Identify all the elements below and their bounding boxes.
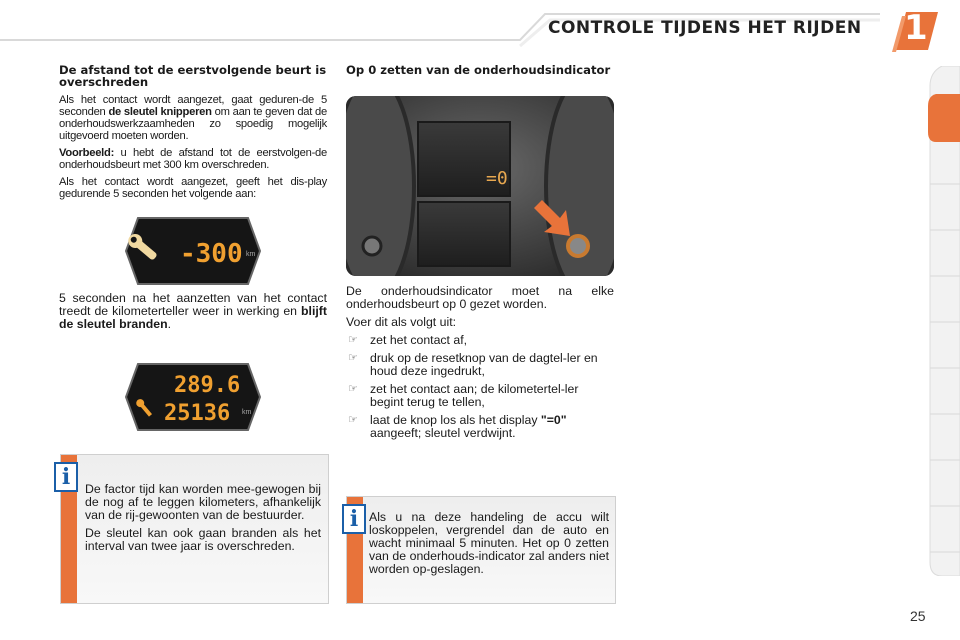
active-chapter-tab: [928, 94, 960, 142]
page-title: CONTROLE TIJDENS HET RIJDEN: [548, 18, 862, 38]
pointing-hand-icon: ☞: [348, 352, 358, 364]
example-paragraph: Voorbeeld: u hebt de afstand tot de eerstvolgen-de onderhoudsbeurt met 300 km overschreden.: [59, 147, 327, 171]
info-icon: i: [342, 504, 366, 534]
instrument-cluster-photo: [346, 96, 614, 276]
reset-intro-paragraph: De onderhoudsindicator moet na elke onderhoudsbeurt op 0 gezet worden.: [346, 284, 614, 311]
list-item: ☞ laat de knop los als het display "=0" aangeeft; sleutel verdwijnt.: [348, 413, 567, 440]
total-km-value: 25136: [164, 401, 231, 426]
info-box-text: Als u na deze handeling de accu wilt loskoppelen, vergrendel dan de auto en wacht minimaal 5 minuten. Het op 0 zetten van de onderhouds-indicator zal anders niet worden op-geslagen.: [369, 510, 609, 576]
info-box-time-factor: [60, 454, 329, 604]
display-intro-paragraph: Als het contact wordt aangezet, geeft het dis-play gedurende 5 seconden het volgende aan:: [59, 176, 327, 200]
list-item: ☞ zet het contact aan; de kilometertel-ler begint terug te tellen,: [348, 382, 579, 409]
overdue-unit: km: [246, 251, 256, 258]
pointing-hand-icon: ☞: [348, 334, 358, 346]
total-km-unit: km: [242, 409, 252, 416]
chapter-tabs: [926, 66, 960, 576]
overdue-paragraph: Als het contact wordt aangezet, gaat geduren-de 5 seconden de sleutel knipperen om aan te geven dat de onderhoudswerkzaamheden zo spoedig mogelijk uitgevoerd moeten worden.: [59, 94, 327, 142]
overdue-value: -300: [180, 239, 243, 269]
info-box-battery: [346, 496, 616, 604]
info-icon: i: [54, 462, 78, 492]
reset-steps-list: [346, 334, 614, 440]
photo-display-value: =0: [486, 168, 508, 189]
page-number: 25: [910, 608, 926, 624]
list-item: ☞ druk op de resetknop van de dagtel-ler en houd deze ingedrukt,: [348, 351, 598, 378]
pointing-hand-icon: ☞: [348, 383, 358, 395]
odometer-display-overdue: [124, 216, 262, 286]
odometer-display-normal: [124, 362, 262, 432]
right-column-heading: [346, 64, 614, 82]
steps-intro: Voer dit als volgt uit:: [346, 315, 457, 329]
info-box-text: De factor tijd kan worden mee-gewogen bij de nog af te leggen kilometers, afhankelijk van de rij-gewoonten van de bestuurder. De sleutel kan ook gaan branden als het interval van twee jaar is overschreden.: [85, 482, 321, 553]
chapter-number: 1: [904, 8, 928, 48]
left-column: [59, 64, 327, 205]
pointing-hand-icon: ☞: [348, 414, 358, 426]
left-column-lower: [59, 292, 327, 336]
section-heading-reset: Op 0 zetten van de onderhoudsindicator: [346, 63, 611, 77]
section-heading-overdue: De afstand tot de eerstvolgende beurt is overschreden: [59, 63, 327, 89]
reset-button-icon: [568, 236, 588, 256]
after-five-seconds-paragraph: 5 seconden na het aanzetten van het contact treedt de kilometerteller weer in werking en blijft de sleutel branden.: [59, 291, 327, 331]
list-item: ☞ zet het contact af,: [348, 333, 468, 347]
right-column: [346, 285, 614, 445]
trip-value: 289.6: [174, 373, 241, 398]
